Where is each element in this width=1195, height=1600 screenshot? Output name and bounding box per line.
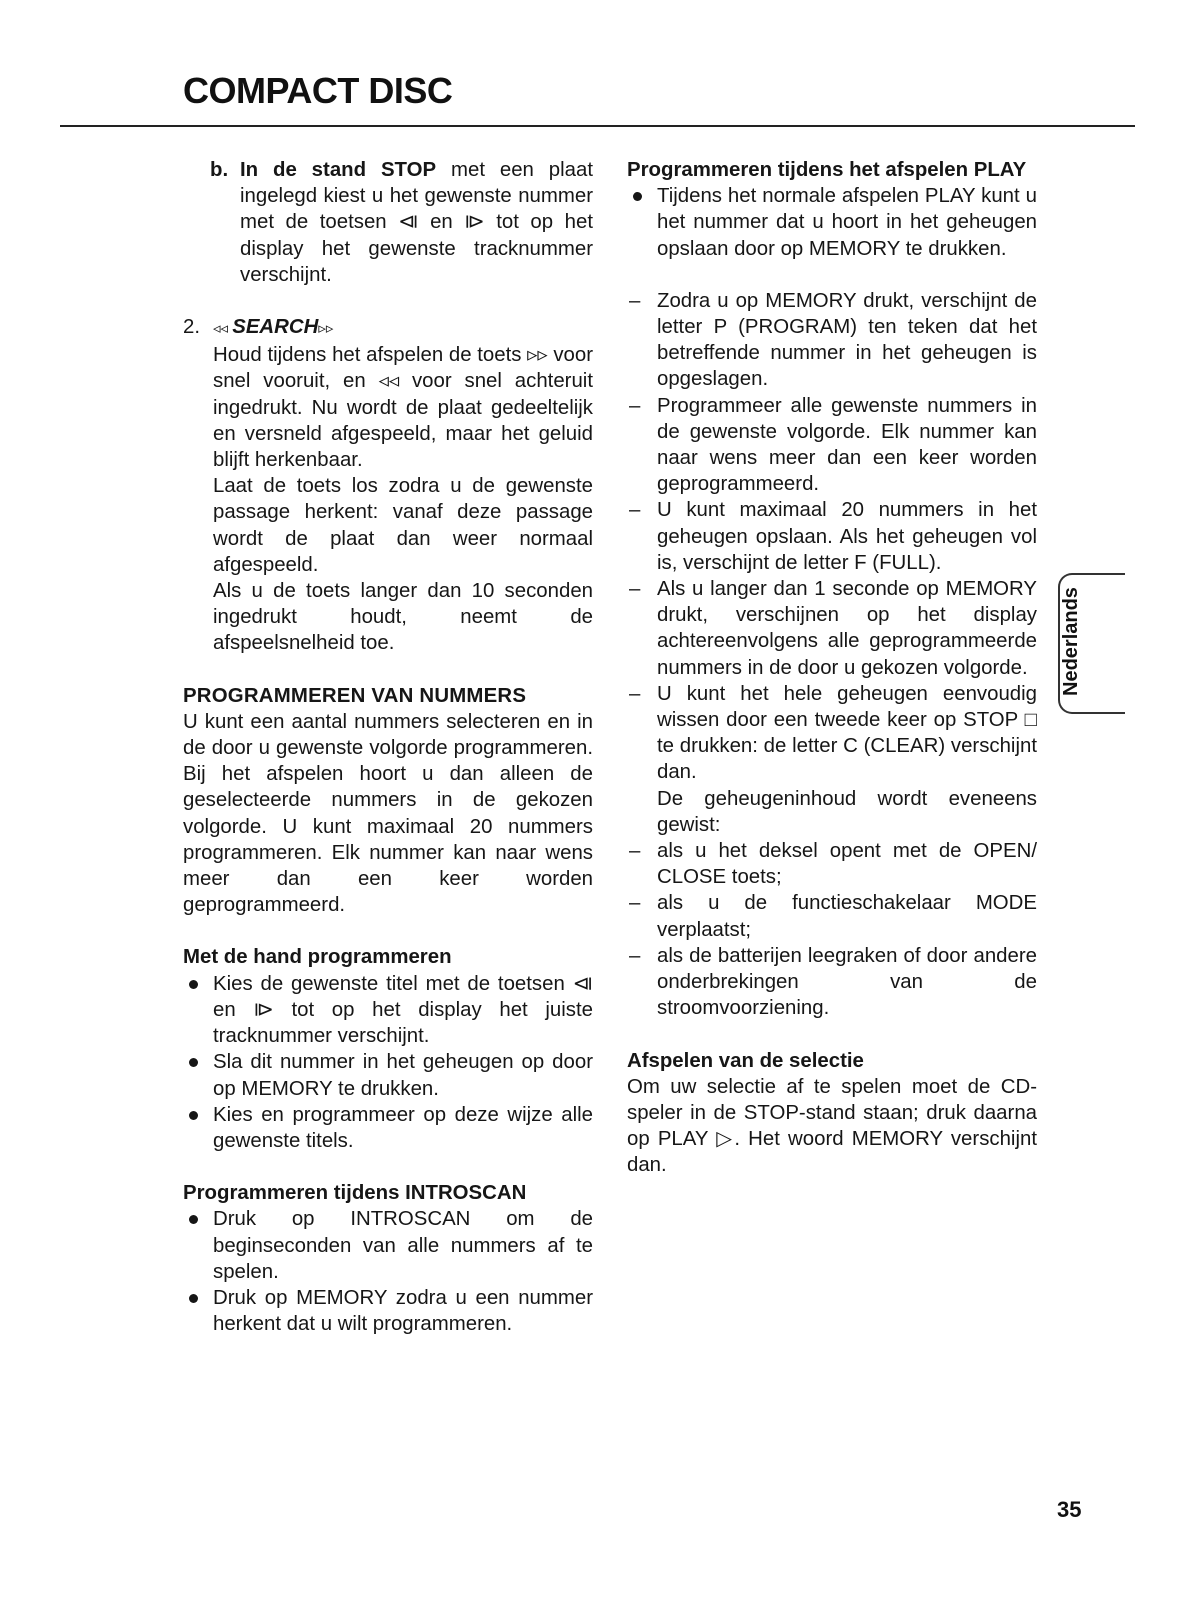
search-paragraph-2: Laat de toets los zodra u de gewenste passage herkent: vanaf deze passage wordt de plaat dan weer normaal afgespeeld. [213,475,593,576]
note-item: – Programmeer alle gewenste nummers in de gewenste volgorde. Elk nummer kan naar wens meer dan een keer worden geprogrammeerd. [629,394,1037,496]
search-section [183,314,593,657]
list-item: Tijdens het normale afspelen PLAY kunt u het nummer dat u hoort in het geheugen opslaan door op MEMORY te drukken. [627,183,1037,262]
introscan-heading: Programmeren tijdens INTROSCAN [183,1182,527,1205]
step-b-marker: b. [210,159,229,181]
note-item: – als de batterijen leegraken of door andere onderbrekingen van de stroomvoorziening. [629,944,1037,1020]
selection-heading: Afspelen van de selectie [627,1049,864,1072]
language-tab-label: Nederlands [1060,587,1082,697]
search-paragraph-1: Houd tijdens het afspelen de toets ▹▹ voor snel vooruit, en ◃◃ voor snel achteruit ingedrukt. Nu wordt de plaat gedeeltelijk en versneld afgespeeld, maar het geluid blijft herkenbaar. [213,344,593,472]
list-item: Sla dit nummer in het geheugen op door op MEMORY te drukken. [183,1049,593,1101]
step-b [183,157,593,288]
title-divider [60,125,1135,127]
rewind-icon: ◃◃ [213,320,233,338]
search-paragraph-3: Als u de toets langer dan 10 seconden ingedrukt houdt, neemt de afspeelsnelheid toe. [213,580,593,655]
programming-heading: PROGRAMMEREN VAN NUMMERS [183,684,527,707]
search-marker: 2. [183,316,201,339]
list-item: Druk op MEMORY zodra u een nummer herkent dat u wilt programmeren. [183,1285,593,1337]
page-number: 35 [1057,1497,1082,1522]
bullet-icon [189,1294,198,1303]
step-b-lead: In de stand STOP [240,159,437,181]
play-heading: Programmeren tijdens het afspelen PLAY [627,159,1027,181]
bullet-icon [189,1215,198,1224]
search-title: SEARCH [232,316,319,339]
selection-text: Om uw selectie af te spelen moet de CD-speler in de STOP-stand staan; druk daarna op PLAY ▷. Het woord MEMORY verschijnt dan. [627,1075,1037,1177]
note-item: – als u de functieschakelaar MODE verplaatst; [629,892,1037,941]
manual-heading: Met de hand programmeren [183,946,452,969]
list-item: Druk op INTROSCAN om de beginseconden van alle nummers af te spelen. [183,1206,593,1285]
right-column [627,157,1037,1179]
note-item: – U kunt het hele geheugen eenvoudig wissen door een tweede keer op STOP □ te drukken: de letter C (CLEAR) verschijnt dan. [629,682,1037,784]
list-item: Kies de gewenste titel met de toetsen ⧏ en ⧐ tot op het display het juiste tracknummer verschijnt. [183,971,593,1050]
fast-forward-icon: ▹▹ [318,320,334,338]
bullet-icon [633,192,642,201]
erase-intro: De geheugeninhoud wordt eveneens gewist: [657,787,1037,836]
list-item: Kies en programmeer op deze wijze alle gewenste titels. [183,1102,593,1154]
bullet-icon [189,980,198,989]
left-column [183,157,593,1337]
step-b-text: met een plaat ingelegd kiest u het gewenste nummer met de toetsen ⧏ en ⧐ tot op het display het gewenste tracknummer verschijnt. [240,159,593,286]
note-item: – Zodra u op MEMORY drukt, verschijnt de letter P (PROGRAM) ten teken dat het betreffende nummer in het geheugen is opgeslagen. [629,289,1037,391]
page-title: COMPACT DISC [183,70,453,111]
bullet-icon [189,1058,198,1067]
search-heading [213,314,593,342]
note-item: – als u het deksel opent met de OPEN/ CLOSE toets; [629,840,1037,889]
note-item: – Als u langer dan 1 seconde op MEMORY drukt, verschijnen op het display achtereenvolgens alle geprogrammeerde nummers in de door u gekozen volgorde. [629,578,1037,679]
note-item: – U kunt maximaal 20 nummers in het geheugen opslaan. Als het geheugen vol is, verschijnt de letter F (FULL). [629,499,1037,574]
bullet-icon [189,1111,198,1120]
programming-text: U kunt een aantal nummers selecteren en in de door u gewenste volgorde programmeren. Bij het afspelen hoort u dan alleen de geselecteerde nummers in de gekozen volgorde. U kunt maximaal 20 nummers programmeren. Elk nummer kan naar wens meer dan een keer worden geprogrammeerd. [183,710,593,917]
